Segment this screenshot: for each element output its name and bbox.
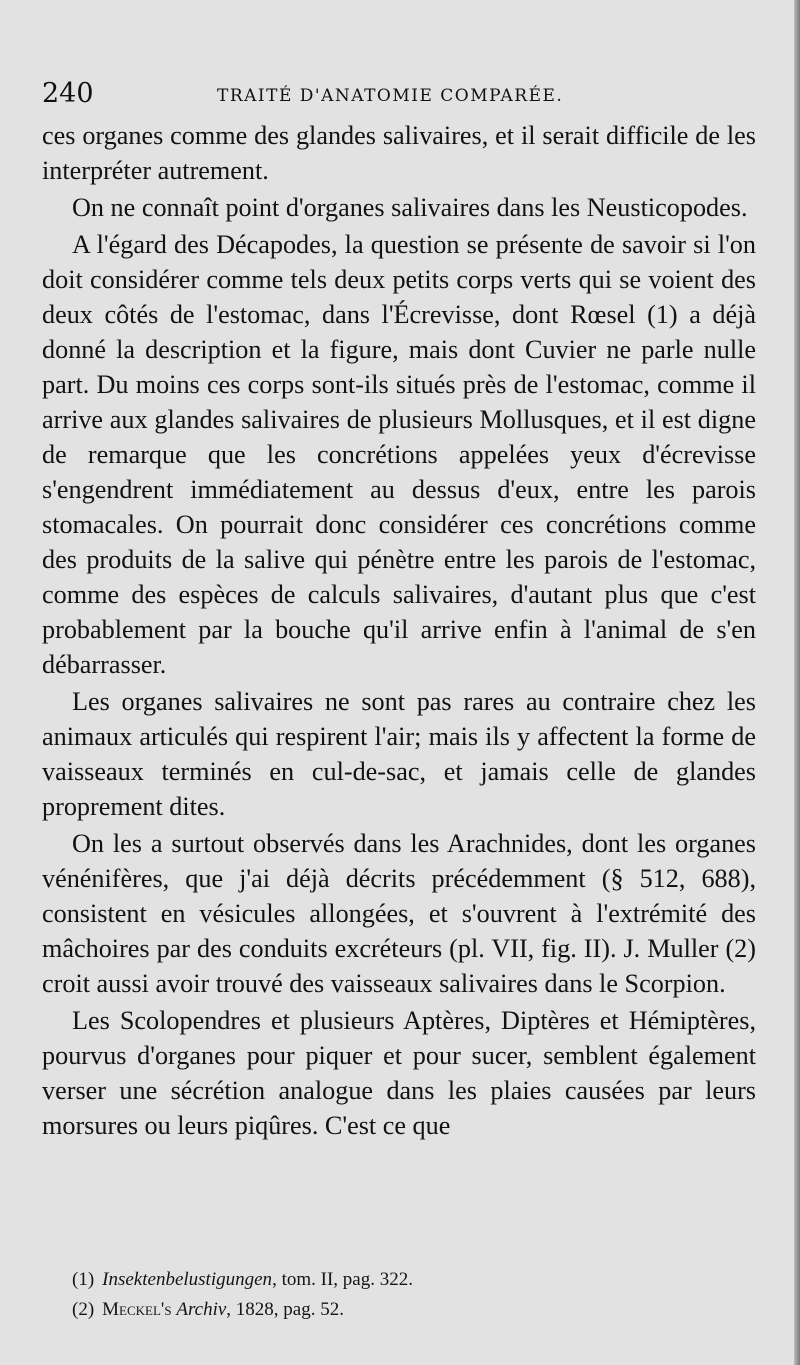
footnote-title: Archiv: [176, 1299, 227, 1320]
paragraph-continuation: ces organes comme des glandes salivaires, et il serait difficile de les interpréter autrement.: [42, 121, 756, 185]
paragraph-arachnides: On les a surtout observés dans les Arachnides, dont les organes vénénifères, que j'ai déjà décrits précédemment (§ 512, 688), consistent en vésicules allongées, et s'ouvrent à l'extrémité des mâchoires par des conduits excréteurs (pl. VII, fig. II). J. Muller (2) croit aussi avoir trouvé des vaisseaux salivaires dans le Scorpion.: [42, 829, 756, 998]
footnote-title: Insektenbelustigungen: [102, 1269, 273, 1290]
paragraph-scolopendres: Les Scolopendres et plusieurs Aptères, Diptères et Hémiptères, pourvus d'organes pour piquer et pour sucer, semblent également verser une sécrétion analogue dans les plaies causées par leurs morsures ou leurs piqûres. C'est ce que: [42, 1006, 756, 1140]
paragraph-neusticopodes: On ne connaît point d'organes salivaires dans les Neusticopodes.: [72, 193, 748, 222]
footnote-2: [72, 1295, 752, 1325]
page-header: [42, 78, 762, 114]
footnote-reference: , tom. II, pag. 322.: [272, 1269, 413, 1290]
paragraph-decapodes: A l'égard des Décapodes, la question se présente de savoir si l'on doit considérer comme tels deux petits corps verts qui se voient des deux côtés de l'estomac, dans l'Écrevisse, dont Rœsel (1) a déjà donné la description et la figure, mais dont Cuvier ne parle nulle part. Du moins ces corps sont-ils situés près de l'estomac, comme il arrive aux glandes salivaires de plusieurs Mollusques, et il est digne de remarque que les concrétions appelées yeux d'écrevisse s'engendrent immédiatement au dessus d'eux, entre les parois stomacales. On pourrait donc considérer ces concrétions comme des produits de la salive qui pénètre entre les parois de l'estomac, comme des espèces de calculs salivaires, d'autant plus que c'est probablement par la bouche qu'il arrive enfin à l'animal de s'en débarrasser.: [42, 230, 756, 679]
footnote-author: Meckel's: [102, 1299, 172, 1320]
footnote-number: (2): [72, 1299, 95, 1320]
footnote-reference: , 1828, pag. 52.: [226, 1299, 344, 1320]
body-text: [42, 118, 756, 1143]
paragraph-animaux-articules: Les organes salivaires ne sont pas rares au contraire chez les animaux articulés qui respirent l'air; mais ils y affectent la forme de vaisseaux terminés en cul-de-sac, et jamais celle de glandes proprement dites.: [42, 687, 756, 821]
page-number: 240: [42, 78, 94, 109]
footnote-number: (1): [72, 1269, 95, 1290]
footnote-1: [72, 1265, 752, 1295]
footnotes: [72, 1265, 752, 1325]
page-spine-edge: [794, 0, 800, 1365]
running-title: TRAITÉ D'ANATOMIE COMPARÉE.: [217, 86, 564, 106]
